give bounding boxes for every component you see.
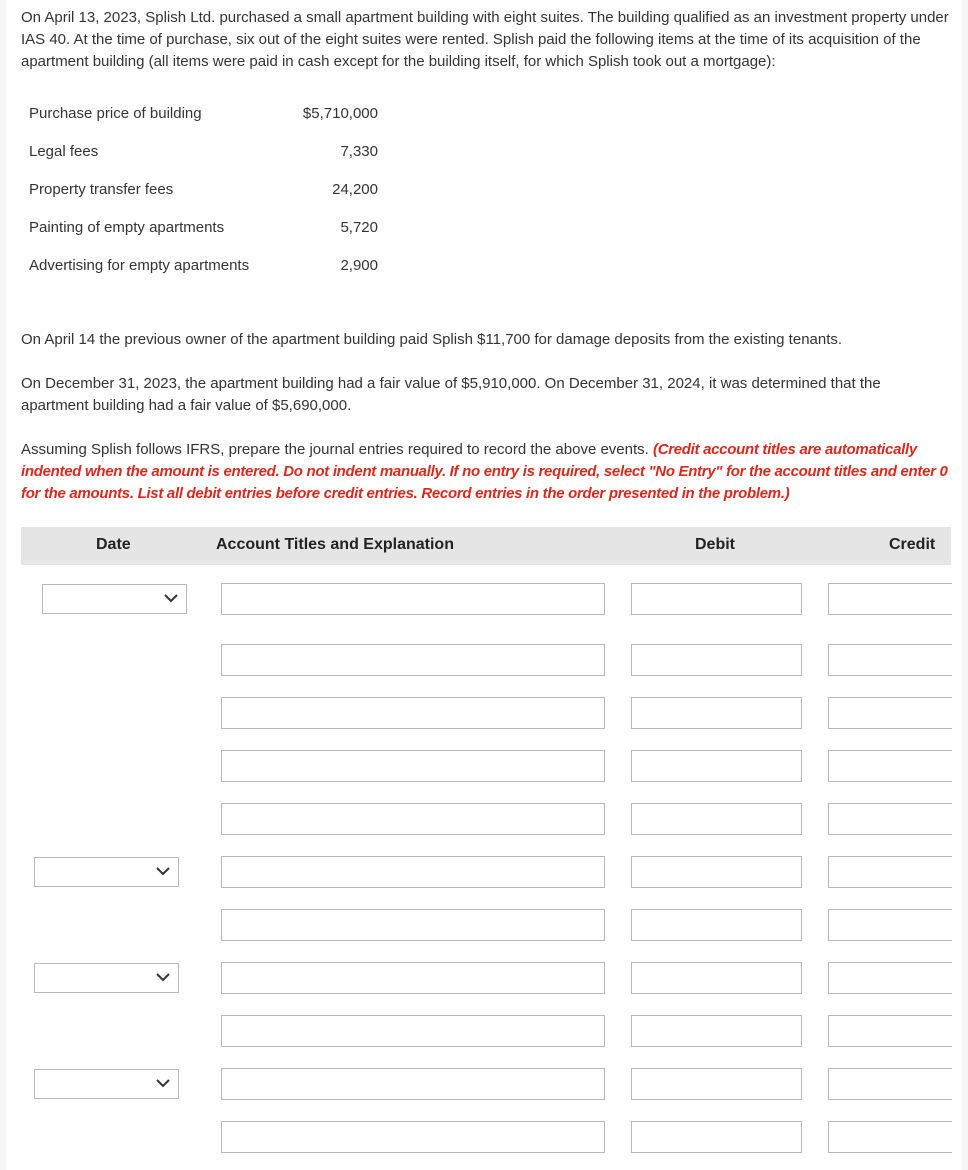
credit-input[interactable] (828, 697, 952, 729)
debit-input[interactable] (631, 644, 802, 676)
chevron-down-icon (156, 1078, 170, 1088)
cost-amount: 2,900 (340, 257, 378, 274)
account-input[interactable] (221, 856, 605, 888)
cost-amount: 7,330 (340, 143, 378, 160)
credit-input[interactable] (828, 1068, 952, 1100)
credit-input[interactable] (828, 909, 952, 941)
account-input[interactable] (221, 1068, 605, 1100)
problem-intro: On April 13, 2023, Splish Ltd. purchased a small apartment building with eight suites. The building qualified as an investment property under IAS 40. At the time of purchase, six out of the eight suites were rented. Splish paid the following items at the time of its acquisition of the apartment building (all items were paid in cash except for the building itself, for which Splish took out a mortgage): (21, 9, 949, 70)
debit-header: Debit (695, 536, 735, 553)
cost-row (29, 179, 389, 201)
date-select[interactable] (34, 857, 179, 887)
instructions (21, 439, 951, 505)
cost-row (29, 255, 389, 277)
cost-label: Purchase price of building (29, 105, 202, 122)
account-input[interactable] (221, 1121, 605, 1153)
account-input[interactable] (221, 909, 605, 941)
debit-input[interactable] (631, 750, 802, 782)
debit-input[interactable] (631, 697, 802, 729)
cost-label: Advertising for empty apartments (29, 257, 250, 274)
debit-input[interactable] (631, 803, 802, 835)
credit-input[interactable] (828, 1121, 952, 1153)
account-header: Account Titles and Explanation (216, 536, 454, 553)
credit-input[interactable] (828, 803, 952, 835)
chevron-down-icon (164, 593, 178, 603)
instruction-note: (Credit account titles are automatically indented when the amount is entered. Do not indent manually. If no entry is required, select "No Entry" for the account titles and enter 0 for the amounts. List all debit entries before credit entries. Record entries in the order presented in the problem.) (21, 441, 948, 502)
credit-input[interactable] (828, 1015, 952, 1047)
date-header: Date (96, 536, 131, 553)
credit-header: Credit (889, 536, 936, 553)
debit-input[interactable] (631, 856, 802, 888)
debit-input[interactable] (631, 1068, 802, 1100)
cost-amount: $5,710,000 (302, 105, 378, 122)
cost-row (29, 103, 389, 125)
credit-input[interactable] (828, 750, 952, 782)
account-input[interactable] (221, 962, 605, 994)
account-input[interactable] (221, 583, 605, 615)
debit-input[interactable] (631, 1121, 802, 1153)
debit-input[interactable] (631, 909, 802, 941)
credit-input[interactable] (828, 856, 952, 888)
cost-label: Painting of empty apartments (29, 219, 225, 236)
fair-value-text: On December 31, 2023, the apartment building had a fair value of $5,910,000. On December 31, 2024, it was determined that the apartment building had a fair value of $5,690,000. (21, 375, 881, 414)
account-input[interactable] (221, 750, 605, 782)
chevron-down-icon (156, 972, 170, 982)
credit-input[interactable] (828, 583, 952, 615)
account-input[interactable] (221, 803, 605, 835)
cost-label: Legal fees (29, 143, 99, 160)
account-input[interactable] (221, 697, 605, 729)
chevron-down-icon (156, 866, 170, 876)
journal-header (21, 527, 951, 565)
cost-amount: 5,720 (340, 219, 378, 236)
date-select[interactable] (34, 1069, 179, 1099)
date-select[interactable] (42, 584, 187, 614)
cost-row (29, 141, 389, 163)
account-input[interactable] (221, 644, 605, 676)
credit-input[interactable] (828, 962, 952, 994)
cost-amount: 24,200 (332, 181, 378, 198)
credit-input[interactable] (828, 644, 952, 676)
debit-input[interactable] (631, 962, 802, 994)
deposit-text: On April 14 the previous owner of the apartment building paid Splish $11,700 for damage deposits from the existing tenants. (21, 331, 843, 348)
cost-row (29, 217, 389, 239)
debit-input[interactable] (631, 1015, 802, 1047)
cost-label: Property transfer fees (29, 181, 174, 198)
date-select[interactable] (34, 963, 179, 993)
instruction-text: Assuming Splish follows IFRS, prepare the journal entries required to record the above events. (21, 441, 653, 458)
account-input[interactable] (221, 1015, 605, 1047)
debit-input[interactable] (631, 583, 802, 615)
